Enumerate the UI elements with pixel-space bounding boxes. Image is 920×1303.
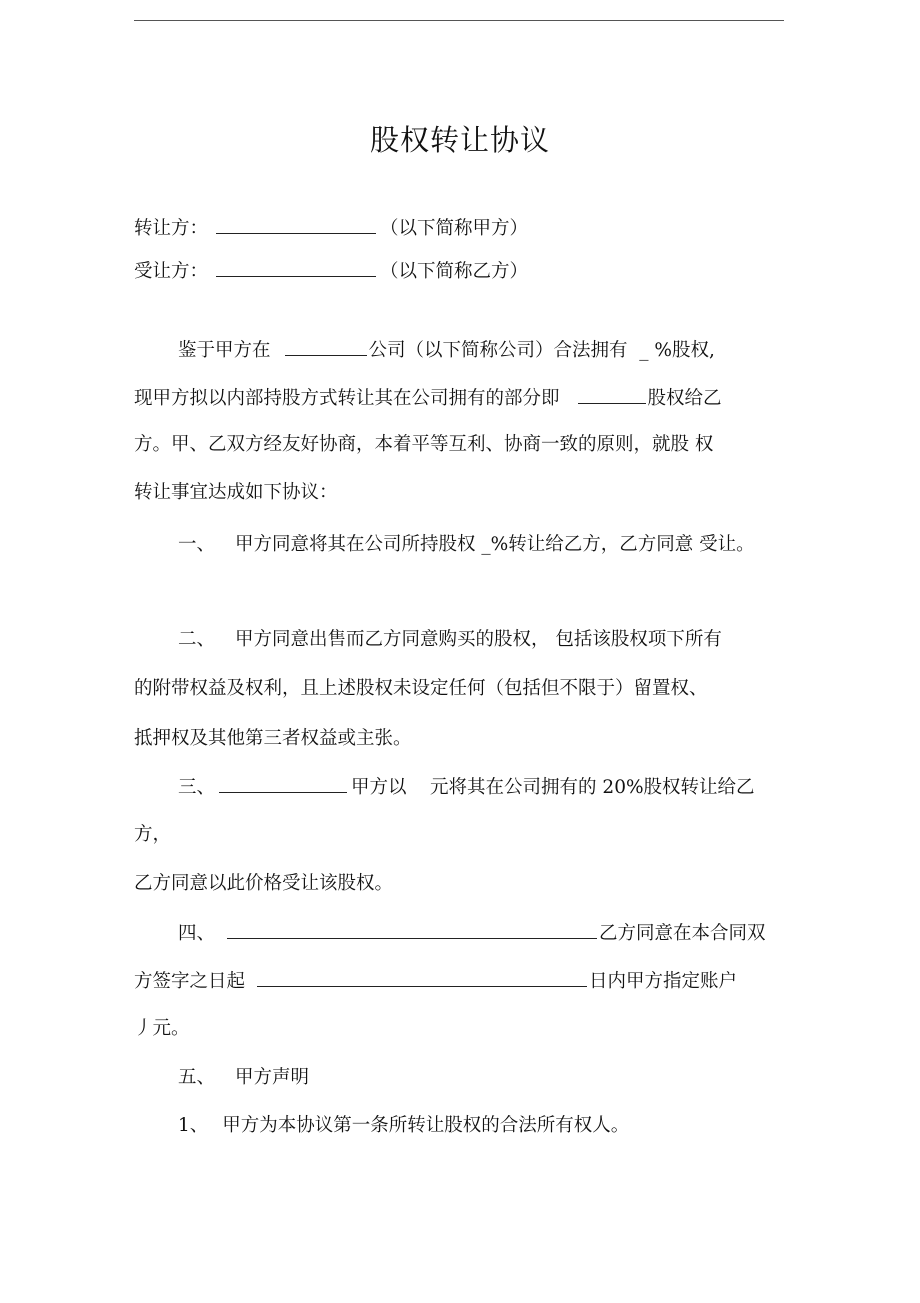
item-number: 1、 bbox=[178, 1115, 209, 1136]
item-text: 甲方为本协议第一条所转让股权的合法所有权人。 bbox=[222, 1115, 630, 1136]
clause-3-line-2: 方， bbox=[134, 824, 172, 845]
clause-4-line-3: 丿元。 bbox=[134, 1018, 190, 1039]
clause-2-line-3: 抵押权及其他第三者权益或主张。 bbox=[134, 728, 412, 749]
company-blank bbox=[285, 337, 367, 356]
clause-3-line-3: 乙方同意以此价格受让该股权。 bbox=[134, 873, 394, 894]
transferee-note: （以下简称乙方） bbox=[380, 261, 529, 282]
clause-2-line-1 bbox=[178, 628, 722, 652]
recital-line-3: 方。甲、乙双方经友好协商，本着平等互利、协商一致的原则，就股 权 bbox=[134, 434, 714, 455]
clause-text: 甲方同意将其在公司所持股权 _%转让给乙方，乙方同意 受让。 bbox=[235, 534, 755, 555]
recital-text: _ %股权, bbox=[639, 340, 715, 361]
recital-line-1 bbox=[178, 337, 715, 363]
recital-text: 鉴于甲方在 bbox=[178, 340, 271, 361]
clause-number: 三、 bbox=[178, 777, 216, 798]
clause-3-line-1 bbox=[178, 774, 755, 800]
clause-number: 五、 bbox=[178, 1067, 216, 1088]
clause-text: 甲方同意出售而乙方同意购买的股权， 包括该股权项下所有 bbox=[235, 629, 722, 650]
declaration-item-1 bbox=[178, 1114, 629, 1138]
transferee-label: 受让方： bbox=[134, 261, 209, 282]
share-blank bbox=[578, 385, 646, 404]
recital-line-4: 转让事宜达成如下协议： bbox=[134, 482, 338, 503]
recital-text: 现甲方拟以内部持股方式转让其在公司拥有的部分即 bbox=[134, 388, 560, 409]
clause-text: 方签字之日起 bbox=[134, 971, 246, 992]
transferor-line bbox=[134, 215, 528, 241]
recital-line-2 bbox=[134, 385, 722, 411]
recital-text: 股权给乙 bbox=[647, 388, 722, 409]
header-rule bbox=[134, 20, 784, 21]
clause-text: 乙方同意在本合同双 bbox=[599, 923, 766, 944]
payment-blank bbox=[227, 920, 597, 939]
clause-4-line-2 bbox=[134, 968, 737, 994]
clause-number: 四、 bbox=[178, 923, 216, 944]
clause-text: 日内甲方指定账户 bbox=[589, 971, 738, 992]
transferor-label: 转让方： bbox=[134, 218, 209, 239]
clause-2-line-2: 的附带权益及权利，且上述股权未设定任何（包括但不限于）留置权、 bbox=[134, 678, 708, 699]
clause-number: 一、 bbox=[178, 534, 216, 555]
clause-text: 甲方以 元将其在公司拥有的 20%股权转让给乙 bbox=[351, 777, 755, 798]
transferor-note: （以下简称甲方） bbox=[380, 218, 529, 239]
days-blank bbox=[257, 968, 587, 987]
clause-5 bbox=[178, 1066, 309, 1090]
clause-text: 甲方声明 bbox=[235, 1067, 310, 1088]
price-blank bbox=[219, 774, 347, 793]
clause-number: 二、 bbox=[178, 629, 216, 650]
transferee-blank bbox=[216, 258, 376, 277]
transferor-blank bbox=[216, 215, 376, 234]
clause-1 bbox=[178, 533, 755, 557]
recital-text: 公司（以下简称公司）合法拥有 bbox=[368, 340, 628, 361]
document-title: 股权转让协议 bbox=[369, 123, 550, 157]
transferee-line bbox=[134, 258, 528, 284]
clause-4-line-1 bbox=[178, 920, 766, 946]
